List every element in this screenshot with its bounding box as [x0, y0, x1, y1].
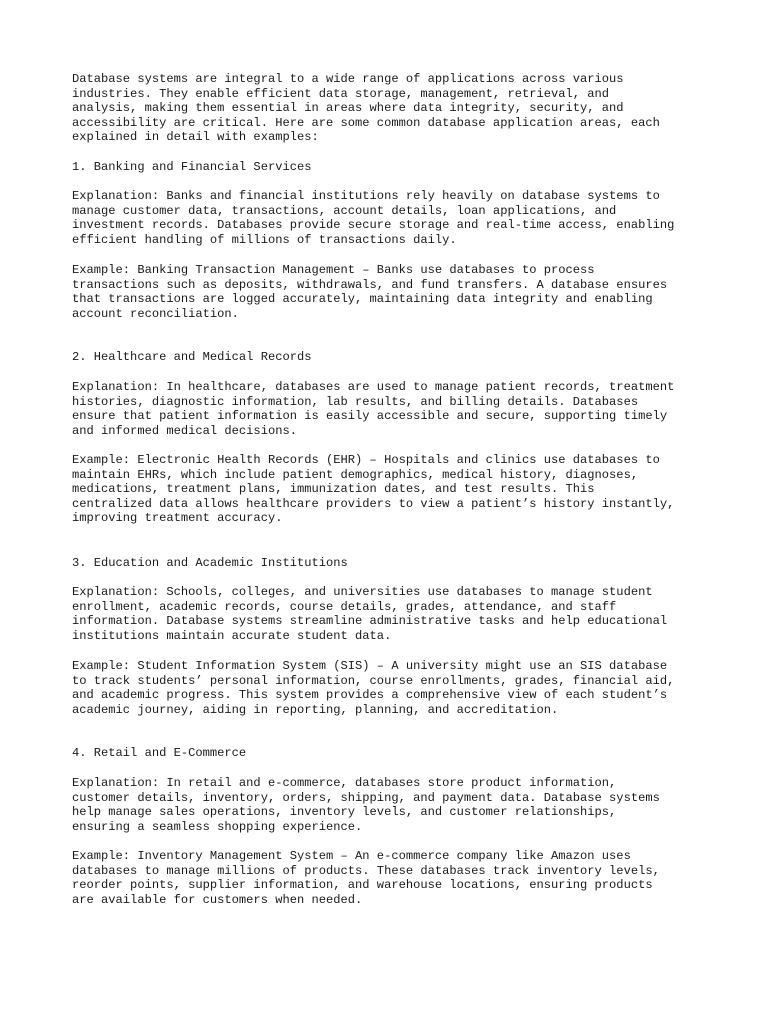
section-example-healthcare: Example: Electronic Health Records (EHR) – Hospitals and clinics use databases to maintain EHRs, which include patient demographics, medical history, diagnoses, medications, treatment plans, immunization dates, and test results. This centralized data allows healthcare providers to view a patient’s history instantly, improving treatment accuracy.: [72, 453, 675, 526]
section-heading-education: 3. Education and Academic Institutions: [72, 556, 348, 570]
section-heading-banking: 1. Banking and Financial Services: [72, 160, 312, 174]
section-heading-healthcare: 2. Healthcare and Medical Records: [72, 350, 312, 364]
section-heading-retail: 4. Retail and E-Commerce: [72, 746, 247, 760]
section-example-education: Example: Student Information System (SIS) – A university might use an SIS database to track students’ personal information, course enrollments, grades, financial aid, and academic progress. This system provides a comprehensive view of each student’s academic journey, aiding in reporting, planning, and accreditation.: [72, 659, 675, 717]
section-explanation-education: Explanation: Schools, colleges, and universities use databases to manage student enrollment, academic records, course details, grades, attendance, and staff information. Database systems streamline administrative tasks and help educational institutions maintain accurate student data.: [72, 585, 668, 643]
section-explanation-banking: Explanation: Banks and financial institutions rely heavily on database systems to manage customer data, transactions, account details, loan applications, and investment records. Databases provide secure storage and real-time access, enabling efficient handling of millions of transactions daily.: [72, 189, 675, 247]
section-explanation-retail: Explanation: In retail and e-commerce, databases store product information, customer details, inventory, orders, shipping, and payment data. Database systems help manage sales operations, inventory levels, and customer relationships, ensuring a seamless shopping experience.: [72, 776, 660, 834]
section-example-banking: Example: Banking Transaction Management – Banks use databases to process transactions such as deposits, withdrawals, and fund transfers. A database ensures that transactions are logged accurately, maintaining data integrity and enabling account reconciliation.: [72, 263, 668, 321]
section-example-retail: Example: Inventory Management System – An e-commerce company like Amazon uses databases to manage millions of products. These databases track inventory levels, reorder points, supplier information, and warehouse locations, ensuring products are available for customers when needed.: [72, 849, 660, 907]
intro-paragraph: Database systems are integral to a wide range of applications across various industries. They enable efficient data storage, management, retrieval, and analysis, making them essential in areas where data integrity, security, and accessibility are critical. Here are some common database application areas, each explained in detail with examples:: [72, 72, 660, 145]
section-explanation-healthcare: Explanation: In healthcare, databases are used to manage patient records, treatment histories, diagnostic information, lab results, and billing details. Databases ensure that patient information is easily accessible and secure, supporting timely and informed medical decisions.: [72, 380, 675, 438]
